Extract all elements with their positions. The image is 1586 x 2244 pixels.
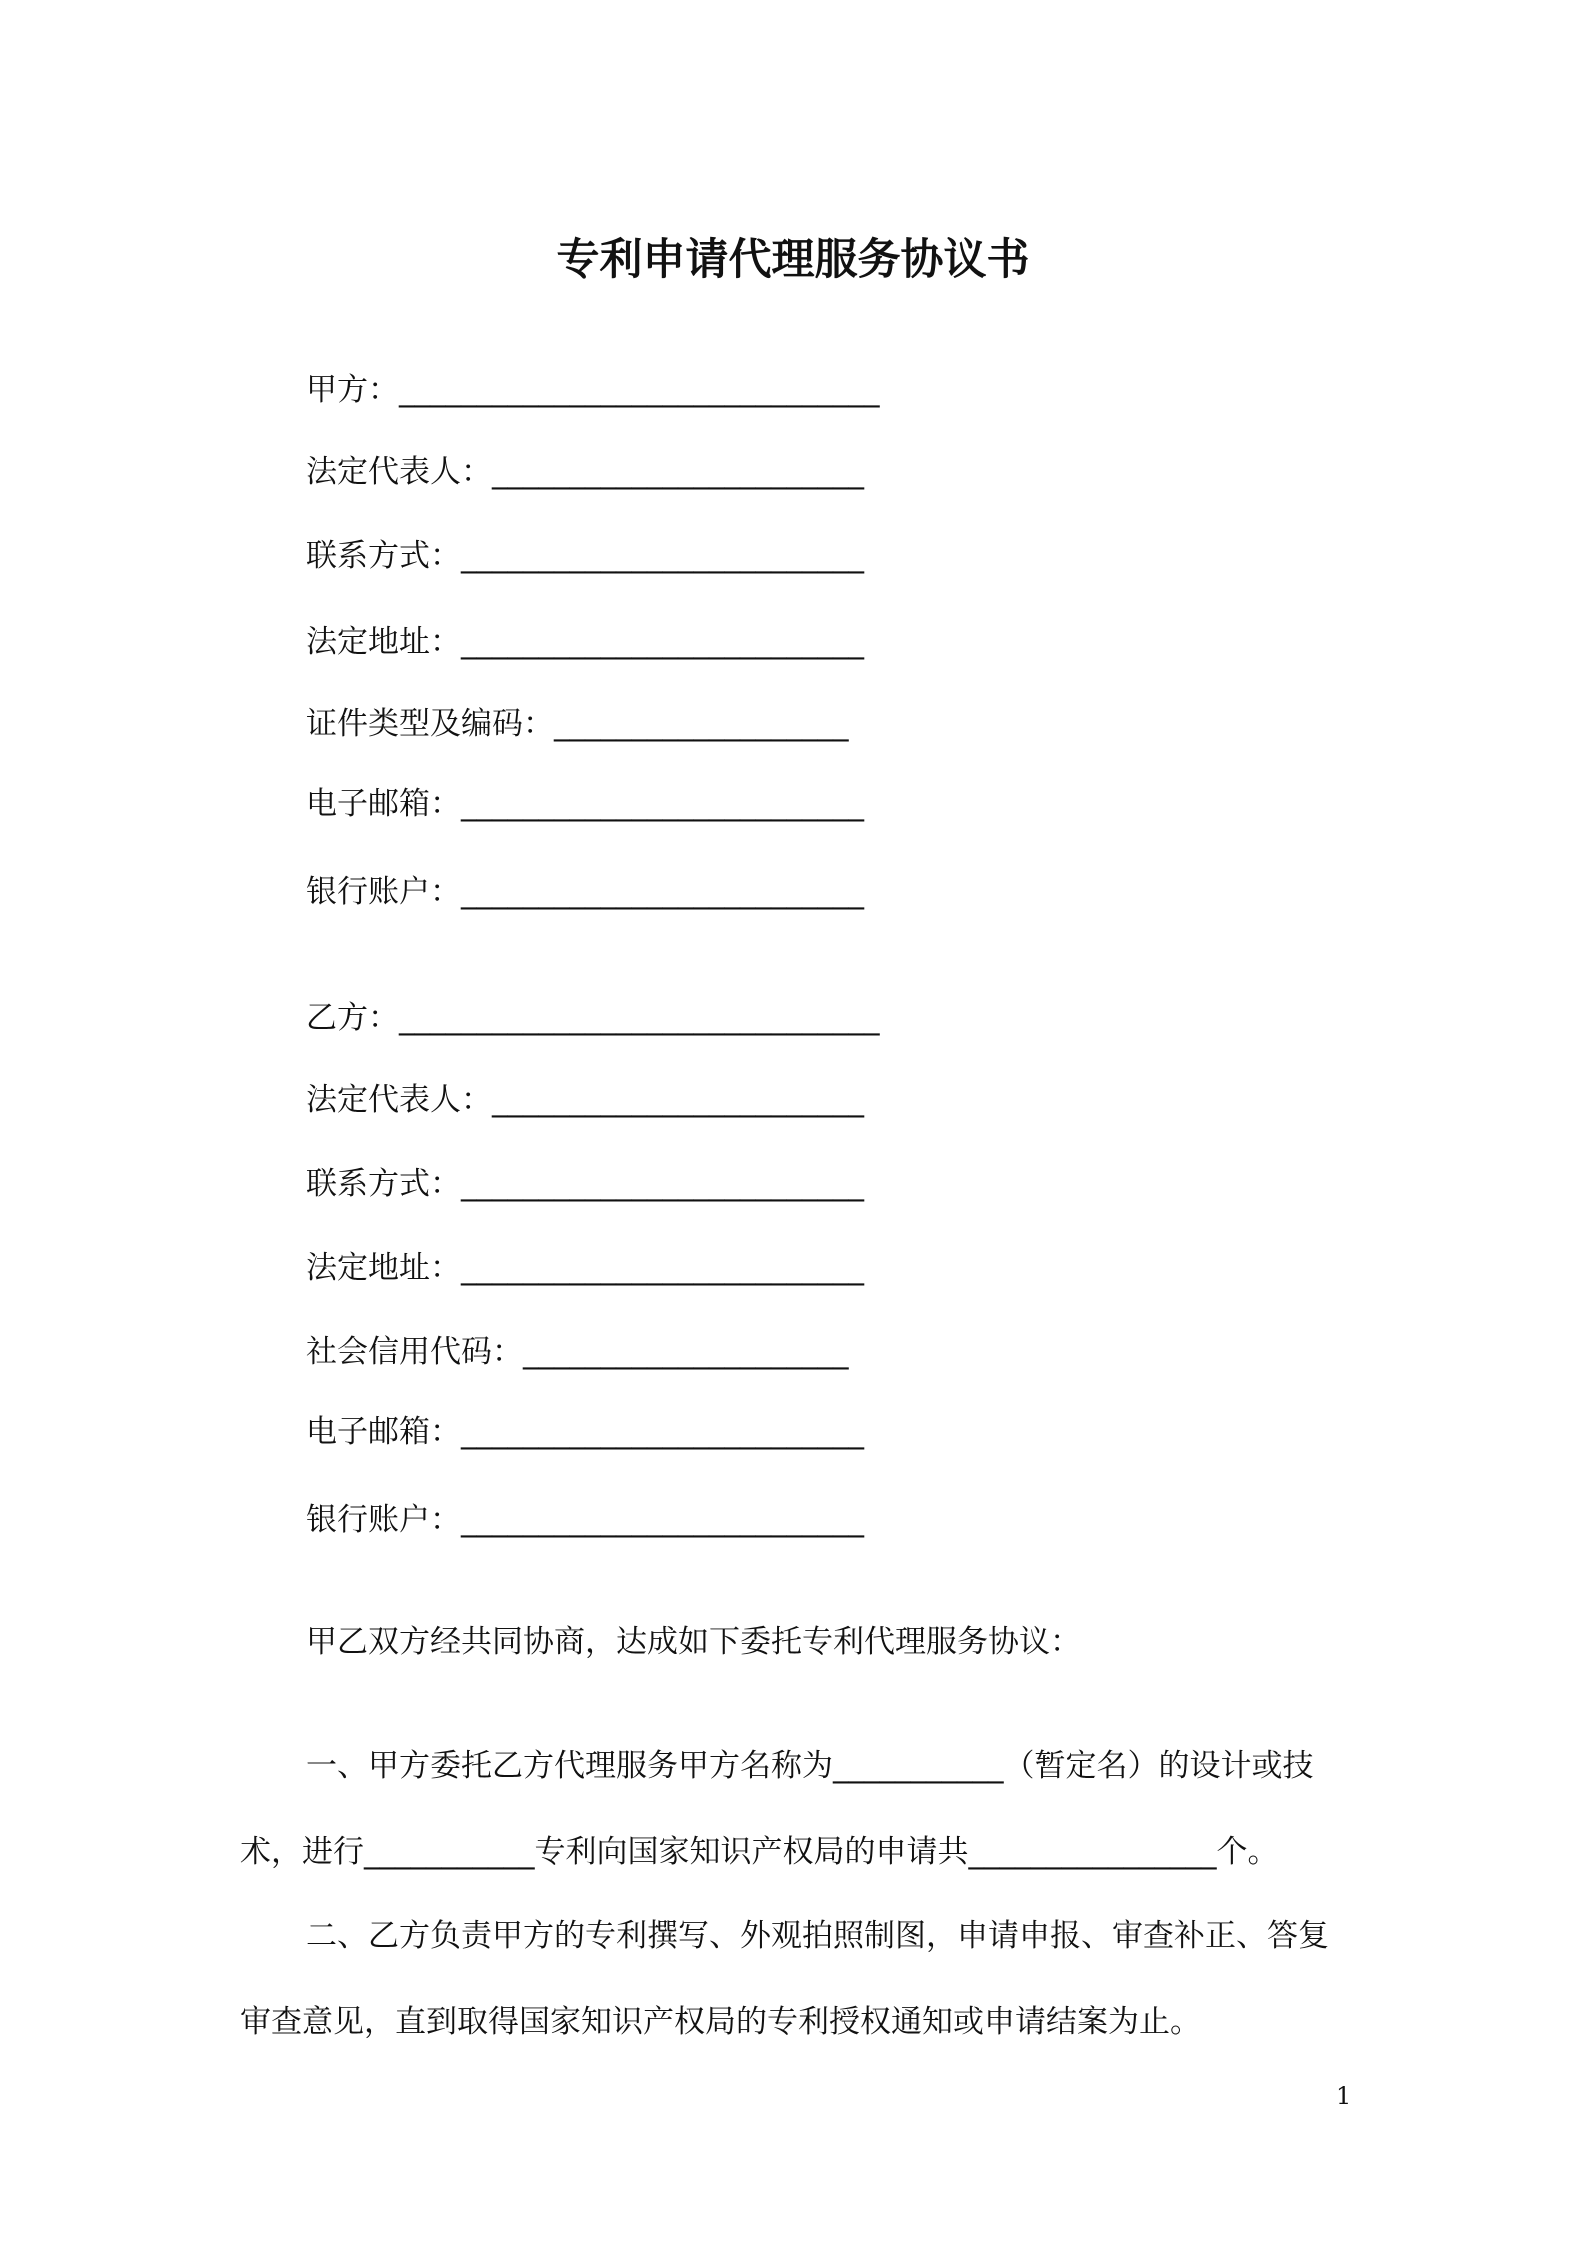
- page-number: 1: [1336, 2082, 1352, 2110]
- field-blank: _______________________________: [399, 1000, 880, 1036]
- field-label: 电子邮箱：: [306, 786, 461, 822]
- party-b-bank-field: [306, 1498, 864, 1542]
- field-blank: _____________________: [523, 1334, 849, 1370]
- party-a-legal-rep-field: [306, 450, 864, 494]
- field-blank: ________________________: [492, 454, 864, 490]
- field-blank: __________________________: [461, 1502, 864, 1538]
- field-label: 银行账户：: [306, 1502, 461, 1538]
- party-b-email-field: [306, 1410, 864, 1454]
- field-label: 法定代表人：: [306, 454, 492, 490]
- clause-text: 术，进行: [240, 1834, 364, 1870]
- party-a-address-field: [306, 620, 864, 664]
- party-b-contact-field: [306, 1162, 864, 1206]
- clause-1-line-1: [306, 1744, 1426, 1788]
- field-blank: __________________________: [461, 1414, 864, 1450]
- field-blank: __________________________: [461, 624, 864, 660]
- field-label: 社会信用代码：: [306, 1334, 523, 1370]
- field-blank: __________________________: [461, 786, 864, 822]
- field-blank: ___________________: [554, 706, 849, 742]
- name-blank: ___________: [833, 1748, 1004, 1784]
- clause-text: 一、甲方委托乙方代理服务甲方名称为: [306, 1748, 833, 1784]
- field-blank: __________________________: [461, 1250, 864, 1286]
- clause-text: （暂定名）的设计或技: [1003, 1748, 1314, 1784]
- field-blank: ________________________: [492, 1082, 864, 1118]
- clause-text: 专利向国家知识产权局的申请共: [534, 1834, 969, 1870]
- intro-paragraph: 甲乙双方经共同协商，达成如下委托专利代理服务协议：: [306, 1624, 1081, 1660]
- party-a-email-field: [306, 782, 864, 826]
- document-title: 专利申请代理服务协议书: [556, 235, 1030, 285]
- party-a-contact-field: [306, 534, 864, 578]
- count-blank: ________________: [968, 1834, 1217, 1870]
- party-a-bank-field: [306, 870, 864, 914]
- field-blank: __________________________: [461, 538, 864, 574]
- field-label: 电子邮箱：: [306, 1414, 461, 1450]
- clause-2-line-2: 审查意见，直到取得国家知识产权局的专利授权通知或申请结案为止。: [240, 2004, 1201, 2040]
- party-b-name-field: [306, 996, 880, 1040]
- field-label: 证件类型及编码：: [306, 706, 554, 742]
- clause-text: 个。: [1216, 1834, 1279, 1870]
- field-label: 甲方：: [306, 372, 399, 408]
- clause-1-line-2: [240, 1830, 1360, 1874]
- party-a-id-field: [306, 702, 849, 746]
- party-b-legal-rep-field: [306, 1078, 864, 1122]
- field-label: 乙方：: [306, 1000, 399, 1036]
- party-a-name-field: [306, 368, 880, 412]
- field-label: 法定地址：: [306, 624, 461, 660]
- field-label: 法定代表人：: [306, 1082, 492, 1118]
- field-blank: _______________________________: [399, 372, 880, 408]
- field-label: 联系方式：: [306, 538, 461, 574]
- field-blank: __________________________: [461, 874, 864, 910]
- type-blank: ___________: [364, 1834, 535, 1870]
- field-blank: __________________________: [461, 1166, 864, 1202]
- field-label: 法定地址：: [306, 1250, 461, 1286]
- party-b-address-field: [306, 1246, 864, 1290]
- party-b-credit-code-field: [306, 1330, 849, 1374]
- clause-2-line-1: 二、乙方负责甲方的专利撰写、外观拍照制图，申请申报、审查补正、答复: [306, 1918, 1329, 1954]
- field-label: 银行账户：: [306, 874, 461, 910]
- field-label: 联系方式：: [306, 1166, 461, 1202]
